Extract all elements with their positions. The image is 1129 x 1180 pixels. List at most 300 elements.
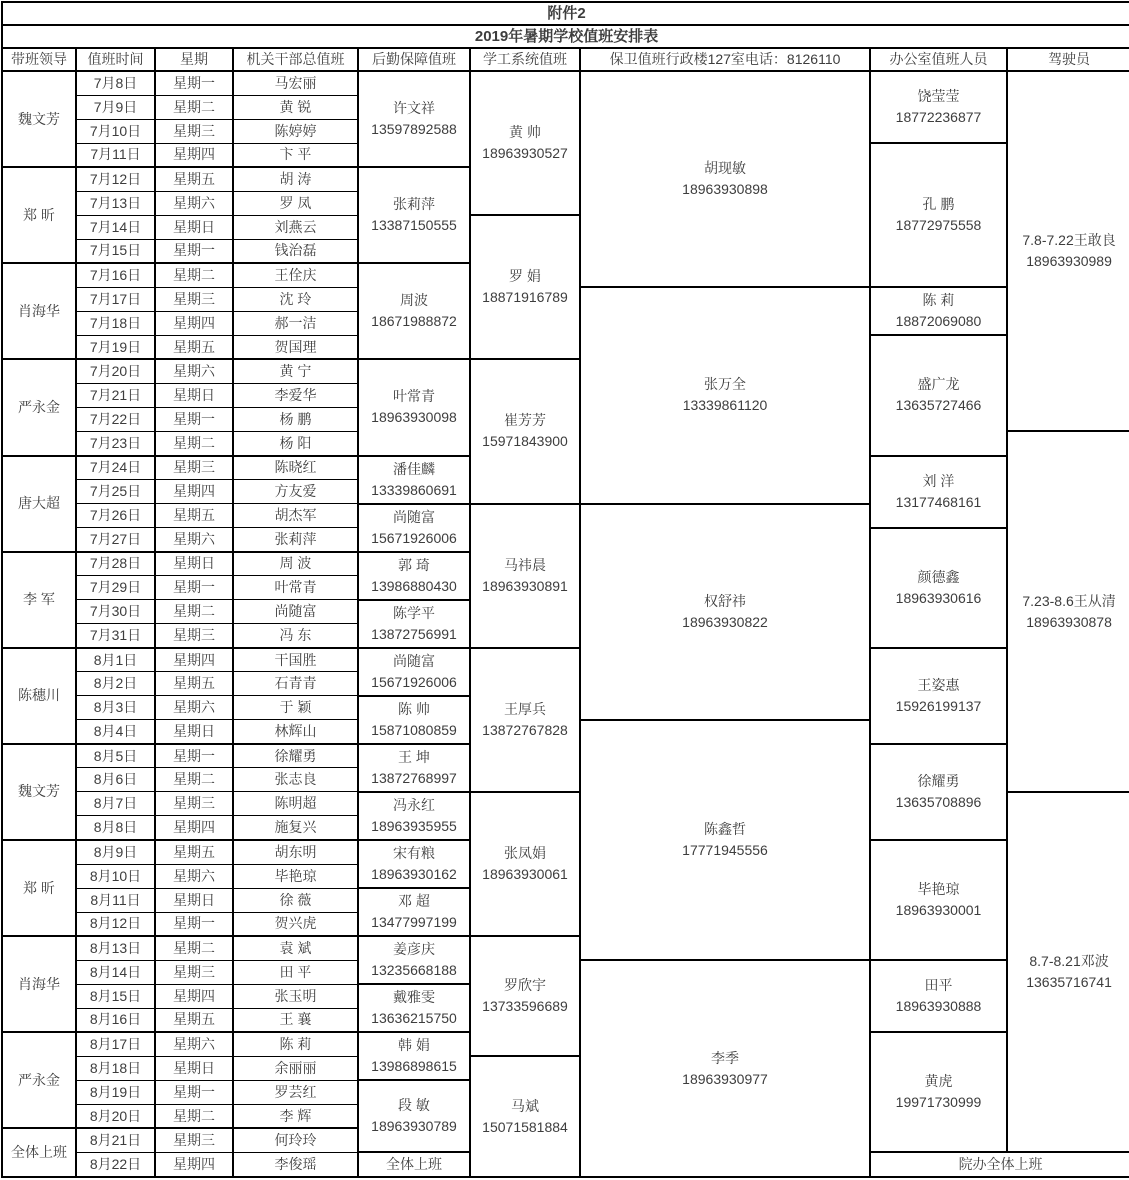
column-header-5: 后勤保障值班 — [358, 48, 470, 71]
date-cell: 8月15日 — [76, 984, 155, 1008]
date-cell: 7月31日 — [76, 624, 155, 648]
student-duty-cell-phone: 18963930061 — [482, 866, 568, 883]
student-duty-cell — [470, 1056, 580, 1177]
student-duty-cell-phone: 18963930891 — [482, 577, 568, 594]
date-cell: 8月19日 — [76, 1080, 155, 1104]
cadre-cell: 贺兴虎 — [233, 912, 358, 936]
cadre-cell: 冯 东 — [233, 624, 358, 648]
logistics-duty-cell-phone: 18963935955 — [371, 817, 457, 834]
cadre-cell: 李 辉 — [233, 1104, 358, 1128]
date-cell: 8月9日 — [76, 840, 155, 864]
leader-cell-name: 李 军 — [23, 591, 55, 608]
leader-cell — [2, 1128, 76, 1177]
student-duty-cell — [470, 359, 580, 503]
date-cell: 7月11日 — [76, 143, 155, 167]
cadre-cell: 马宏丽 — [233, 71, 358, 95]
office-duty-cell — [870, 456, 1007, 528]
cadre-cell: 田 平 — [233, 960, 358, 984]
date-cell: 7月16日 — [76, 263, 155, 287]
weekday-cell: 星期一 — [155, 239, 233, 263]
driver-cell-phone: 13635716741 — [1026, 974, 1112, 991]
logistics-duty-cell-name: 陈 帅 — [398, 700, 430, 717]
office-duty-cell-phone: 18963930001 — [895, 902, 982, 919]
driver-cell-name: 7.8-7.22王敢良 — [1022, 232, 1116, 249]
date-cell: 7月21日 — [76, 383, 155, 407]
office-duty-cell-phone: 13635708896 — [895, 793, 982, 810]
cadre-cell: 施复兴 — [233, 816, 358, 840]
office-duty-cell-name: 饶莹莹 — [917, 88, 960, 105]
logistics-duty-cell-name: 陈学平 — [393, 604, 435, 621]
weekday-cell: 星期二 — [155, 936, 233, 960]
student-duty-cell — [470, 648, 580, 792]
weekday-cell: 星期六 — [155, 1032, 233, 1056]
cadre-cell: 胡杰军 — [233, 504, 358, 528]
schedule-sheet — [0, 1, 1129, 1180]
weekday-cell: 星期日 — [155, 888, 233, 912]
cadre-cell: 袁 斌 — [233, 936, 358, 960]
logistics-duty-cell — [358, 792, 470, 840]
logistics-duty-cell — [358, 1152, 470, 1177]
date-cell: 7月15日 — [76, 239, 155, 263]
office-duty-cell-name: 田平 — [924, 977, 953, 994]
office-duty-cell — [870, 744, 1007, 840]
cadre-cell: 黄 宁 — [233, 359, 358, 383]
weekday-cell: 星期四 — [155, 984, 233, 1008]
date-cell: 7月20日 — [76, 359, 155, 383]
weekday-cell: 星期四 — [155, 1152, 233, 1177]
date-cell: 8月4日 — [76, 720, 155, 744]
cadre-cell: 陈 莉 — [233, 1032, 358, 1056]
logistics-duty-cell-phone: 13872768997 — [371, 769, 457, 786]
student-duty-cell-phone: 13872767828 — [482, 721, 568, 738]
weekday-cell: 星期二 — [155, 263, 233, 287]
office-duty-cell-phone: 15926199137 — [895, 697, 982, 714]
cadre-cell: 方友爱 — [233, 480, 358, 504]
date-cell: 7月23日 — [76, 431, 155, 455]
office-duty-cell-phone: 18963930616 — [895, 589, 982, 606]
office-duty-cell-name: 刘 洋 — [922, 472, 955, 489]
office-duty-cell — [870, 648, 1007, 744]
driver-cell — [1007, 792, 1129, 1152]
logistics-duty-cell-phone: 13339860691 — [371, 481, 457, 498]
logistics-duty-cell-name: 尚随富 — [393, 508, 435, 525]
leader-cell-name: 唐大超 — [18, 495, 60, 512]
date-cell: 7月12日 — [76, 167, 155, 191]
leader-cell-name: 魏文芳 — [18, 783, 60, 800]
weekday-cell: 星期六 — [155, 696, 233, 720]
weekday-cell: 星期三 — [155, 624, 233, 648]
office-duty-cell — [870, 287, 1007, 335]
office-duty-cell-phone: 18872069080 — [895, 313, 982, 330]
leader-cell-name: 严永金 — [18, 1071, 60, 1088]
weekday-cell: 星期日 — [155, 383, 233, 407]
logistics-duty-cell — [358, 71, 470, 167]
weekday-cell: 星期一 — [155, 744, 233, 768]
weekday-cell: 星期二 — [155, 600, 233, 624]
weekday-cell: 星期一 — [155, 407, 233, 431]
student-duty-cell-name: 罗 娟 — [509, 268, 541, 285]
logistics-duty-cell — [358, 263, 470, 359]
leader-cell-name: 肖海华 — [18, 975, 60, 992]
weekday-cell: 星期五 — [155, 504, 233, 528]
date-cell: 7月22日 — [76, 407, 155, 431]
weekday-cell: 星期六 — [155, 359, 233, 383]
column-header-8: 办公室值班人员 — [870, 48, 1007, 71]
weekday-cell: 星期日 — [155, 552, 233, 576]
logistics-duty-cell-name: 叶常青 — [393, 388, 435, 405]
cadre-cell: 张莉萍 — [233, 528, 358, 552]
office-duty-cell-phone: 18772236877 — [895, 109, 982, 126]
security-duty-cell-phone: 18963930822 — [682, 613, 768, 630]
security-duty-cell-name: 陈鑫哲 — [704, 821, 746, 837]
driver-cell — [1007, 431, 1129, 791]
attachment-row — [2, 2, 1129, 25]
security-duty-cell — [580, 504, 870, 720]
logistics-duty-cell-phone: 13986880430 — [371, 577, 457, 594]
date-cell: 8月2日 — [76, 672, 155, 696]
cadre-cell: 余丽丽 — [233, 1056, 358, 1080]
office-duty-cell — [870, 1032, 1007, 1152]
date-cell: 8月13日 — [76, 936, 155, 960]
weekday-cell: 星期五 — [155, 167, 233, 191]
logistics-duty-cell-phone: 18671988872 — [371, 313, 457, 330]
cadre-cell: 徐耀勇 — [233, 744, 358, 768]
weekday-cell: 星期六 — [155, 864, 233, 888]
weekday-cell: 星期三 — [155, 960, 233, 984]
logistics-duty-cell-name: 姜彦庆 — [393, 941, 435, 958]
security-duty-cell-name: 权舒祎 — [704, 592, 746, 609]
office-duty-cell-name: 颜德鑫 — [917, 568, 960, 585]
logistics-duty-cell-phone: 18963930789 — [371, 1118, 457, 1135]
office-duty-cell-name: 王姿惠 — [917, 676, 960, 693]
leader-cell-name: 陈穗川 — [18, 687, 60, 704]
cadre-cell: 陈明超 — [233, 792, 358, 816]
weekday-cell: 星期三 — [155, 456, 233, 480]
office-duty-cell — [870, 1152, 1129, 1177]
cadre-cell: 郝一洁 — [233, 311, 358, 335]
logistics-duty-cell — [358, 984, 470, 1032]
date-cell: 7月28日 — [76, 552, 155, 576]
office-duty-cell — [870, 960, 1007, 1032]
cadre-cell: 干国胜 — [233, 648, 358, 672]
date-cell: 7月29日 — [76, 576, 155, 600]
logistics-duty-cell-phone: 13597892588 — [371, 121, 457, 138]
weekday-cell: 星期三 — [155, 792, 233, 816]
cadre-cell: 刘燕云 — [233, 215, 358, 239]
cadre-cell: 周 波 — [233, 552, 358, 576]
security-duty-cell-phone: 18963930977 — [682, 1070, 768, 1087]
office-duty-cell-phone: 19971730999 — [895, 1094, 982, 1111]
cadre-cell: 毕艳琼 — [233, 864, 358, 888]
security-duty-cell — [580, 71, 870, 287]
leader-cell-name: 全体上班 — [11, 1144, 67, 1161]
cadre-cell: 徐 薇 — [233, 888, 358, 912]
cadre-cell: 叶常青 — [233, 576, 358, 600]
office-duty-cell-name: 孔 鹏 — [922, 196, 955, 213]
logistics-duty-cell-name: 段 敏 — [398, 1097, 430, 1114]
weekday-cell: 星期一 — [155, 912, 233, 936]
cadre-cell: 杨 鹏 — [233, 407, 358, 431]
date-cell: 7月19日 — [76, 335, 155, 359]
logistics-duty-cell — [358, 600, 470, 648]
office-duty-cell-phone: 13635727466 — [895, 397, 982, 414]
weekday-cell: 星期三 — [155, 1128, 233, 1152]
logistics-duty-cell-name: 周波 — [400, 292, 428, 309]
logistics-duty-cell — [358, 1080, 470, 1152]
office-duty-cell-name: 陈 莉 — [922, 292, 955, 309]
date-cell: 7月10日 — [76, 119, 155, 143]
security-duty-cell-name: 李季 — [711, 1049, 739, 1066]
weekday-cell: 星期一 — [155, 576, 233, 600]
logistics-duty-cell-phone: 13872756991 — [371, 625, 457, 642]
student-duty-cell-name: 马斌 — [511, 1097, 539, 1114]
logistics-duty-cell-phone: 13387150555 — [371, 217, 457, 234]
logistics-duty-cell-name: 潘佳麟 — [393, 460, 435, 477]
student-duty-cell-name: 张凤娟 — [504, 845, 546, 862]
logistics-duty-cell-phone: 13477997199 — [371, 914, 457, 931]
logistics-duty-cell — [358, 167, 470, 263]
office-duty-cell — [870, 71, 1007, 143]
cadre-cell: 李俊瑶 — [233, 1152, 358, 1177]
logistics-duty-cell — [358, 504, 470, 552]
cadre-cell: 沈 玲 — [233, 287, 358, 311]
office-duty-cell-phone: 18963930888 — [895, 998, 982, 1015]
office-duty-cell-phone: 13177468161 — [895, 493, 982, 510]
leader-cell — [2, 359, 76, 455]
logistics-duty-cell-phone: 18963930098 — [371, 409, 457, 426]
logistics-duty-cell — [358, 359, 470, 455]
student-duty-cell-name: 马祎晨 — [504, 556, 546, 573]
security-duty-cell-phone: 18963930898 — [682, 181, 768, 198]
security-duty-cell — [580, 287, 870, 503]
weekday-cell: 星期三 — [155, 287, 233, 311]
security-duty-cell-phone: 13339861120 — [682, 397, 768, 414]
logistics-duty-cell — [358, 840, 470, 888]
date-cell: 7月30日 — [76, 600, 155, 624]
leader-cell-name: 郑 昕 — [23, 879, 55, 896]
student-duty-cell-name: 黄 帅 — [509, 124, 541, 141]
logistics-duty-cell-name: 张莉萍 — [393, 196, 435, 213]
weekday-cell: 星期一 — [155, 1080, 233, 1104]
security-duty-cell-name: 张万全 — [704, 376, 746, 393]
date-cell: 7月18日 — [76, 311, 155, 335]
leader-cell-name: 肖海华 — [18, 302, 60, 319]
date-cell: 7月13日 — [76, 191, 155, 215]
office-duty-cell — [870, 840, 1007, 960]
student-duty-cell — [470, 504, 580, 648]
security-duty-cell — [580, 720, 870, 960]
office-duty-cell — [870, 335, 1007, 455]
office-duty-cell-phone: 18772975558 — [895, 217, 982, 234]
office-duty-cell-name: 黄虎 — [924, 1073, 953, 1090]
weekday-cell: 星期二 — [155, 95, 233, 119]
leader-cell — [2, 552, 76, 648]
cadre-cell: 陈婷婷 — [233, 119, 358, 143]
logistics-duty-cell — [358, 936, 470, 984]
date-cell: 8月14日 — [76, 960, 155, 984]
date-cell: 8月16日 — [76, 1008, 155, 1032]
page-title: 2019年暑期学校值班安排表 — [2, 25, 1129, 48]
date-cell: 8月5日 — [76, 744, 155, 768]
leader-cell — [2, 456, 76, 552]
leader-cell-name: 严永金 — [18, 398, 60, 415]
logistics-duty-cell-phone: 15671926006 — [371, 673, 457, 690]
logistics-duty-cell-name: 冯永红 — [393, 796, 435, 813]
leader-cell — [2, 840, 76, 936]
security-duty-cell-name: 胡现敏 — [704, 160, 746, 177]
cadre-cell: 陈晓红 — [233, 456, 358, 480]
date-cell: 8月17日 — [76, 1032, 155, 1056]
cadre-cell: 尚随富 — [233, 600, 358, 624]
cadre-cell: 张志良 — [233, 768, 358, 792]
date-cell: 7月9日 — [76, 95, 155, 119]
weekday-cell: 星期五 — [155, 840, 233, 864]
date-cell: 8月22日 — [76, 1152, 155, 1177]
cadre-cell: 于 颖 — [233, 696, 358, 720]
title-row — [2, 25, 1129, 48]
attachment-label: 附件2 — [2, 2, 1129, 25]
weekday-cell: 星期四 — [155, 480, 233, 504]
weekday-cell: 星期五 — [155, 335, 233, 359]
weekday-cell: 星期四 — [155, 143, 233, 167]
logistics-duty-cell-phone: 18963930162 — [371, 866, 457, 883]
cadre-cell: 王 襄 — [233, 1008, 358, 1032]
weekday-cell: 星期日 — [155, 215, 233, 239]
driver-cell-name: 7.23-8.6王从清 — [1022, 592, 1116, 609]
cadre-cell: 何玲玲 — [233, 1128, 358, 1152]
leader-cell — [2, 71, 76, 167]
schedule-row — [2, 71, 1129, 95]
leader-cell — [2, 263, 76, 359]
date-cell: 8月7日 — [76, 792, 155, 816]
student-duty-cell — [470, 215, 580, 359]
cadre-cell: 胡东明 — [233, 840, 358, 864]
weekday-cell: 星期六 — [155, 528, 233, 552]
leader-cell — [2, 1032, 76, 1128]
logistics-duty-cell-name: 全体上班 — [386, 1156, 442, 1173]
logistics-duty-cell — [358, 696, 470, 744]
schedule-row — [2, 648, 1129, 672]
leader-cell — [2, 648, 76, 744]
weekday-cell: 星期二 — [155, 1104, 233, 1128]
office-duty-cell-name: 毕艳琼 — [917, 881, 960, 898]
weekday-cell: 星期日 — [155, 720, 233, 744]
date-cell: 7月17日 — [76, 287, 155, 311]
date-cell: 8月20日 — [76, 1104, 155, 1128]
cadre-cell: 林辉山 — [233, 720, 358, 744]
logistics-duty-cell-phone: 13636215750 — [371, 1010, 457, 1027]
office-duty-cell — [870, 528, 1007, 648]
office-duty-cell-name: 盛广龙 — [917, 376, 960, 393]
weekday-cell: 星期二 — [155, 431, 233, 455]
weekday-cell: 星期四 — [155, 816, 233, 840]
driver-cell-name: 8.7-8.21邓波 — [1029, 953, 1109, 970]
column-header-6: 学工系统值班 — [470, 48, 580, 71]
date-cell: 7月27日 — [76, 528, 155, 552]
office-duty-cell-name: 徐耀勇 — [917, 772, 960, 789]
date-cell: 7月14日 — [76, 215, 155, 239]
weekday-cell: 星期六 — [155, 191, 233, 215]
student-duty-cell-phone: 13733596689 — [482, 998, 568, 1015]
student-duty-cell-name: 罗欣宇 — [504, 977, 546, 994]
logistics-duty-cell — [358, 552, 470, 600]
logistics-duty-cell — [358, 1032, 470, 1080]
leader-cell-name: 郑 昕 — [23, 206, 55, 223]
logistics-duty-cell-name: 戴雅雯 — [393, 989, 435, 1006]
office-duty-cell-name: 院办全体上班 — [958, 1156, 1043, 1173]
weekday-cell: 星期四 — [155, 648, 233, 672]
duty-schedule-table — [1, 1, 1129, 1178]
weekday-cell: 星期五 — [155, 1008, 233, 1032]
driver-cell-phone: 18963930878 — [1026, 613, 1112, 630]
date-cell: 7月8日 — [76, 71, 155, 95]
date-cell: 8月3日 — [76, 696, 155, 720]
weekday-cell: 星期四 — [155, 311, 233, 335]
date-cell: 8月11日 — [76, 888, 155, 912]
column-header-9: 驾驶员 — [1007, 48, 1129, 71]
driver-cell-phone: 18963930989 — [1026, 253, 1112, 270]
column-header-7: 保卫值班行政楼127室电话：8126110 — [580, 48, 870, 71]
cadre-cell: 罗 凤 — [233, 191, 358, 215]
logistics-duty-cell-name: 许文祥 — [393, 100, 435, 117]
column-header-2: 值班时间 — [76, 48, 155, 71]
logistics-duty-cell-name: 邓 超 — [398, 893, 430, 910]
column-header-1: 带班领导 — [2, 48, 76, 71]
date-cell: 8月18日 — [76, 1056, 155, 1080]
date-cell: 7月24日 — [76, 456, 155, 480]
weekday-cell: 星期二 — [155, 768, 233, 792]
security-duty-cell-phone: 17771945556 — [682, 842, 768, 858]
logistics-duty-cell-phone: 13235668188 — [371, 962, 457, 979]
date-cell: 8月1日 — [76, 648, 155, 672]
cadre-cell: 石青青 — [233, 672, 358, 696]
date-cell: 7月25日 — [76, 480, 155, 504]
cadre-cell: 卞 平 — [233, 143, 358, 167]
date-cell: 8月10日 — [76, 864, 155, 888]
logistics-duty-cell — [358, 888, 470, 936]
logistics-duty-cell — [358, 744, 470, 792]
student-duty-cell — [470, 936, 580, 1056]
date-cell: 8月21日 — [76, 1128, 155, 1152]
column-header-4: 机关干部总值班 — [233, 48, 358, 71]
leader-cell — [2, 167, 76, 263]
student-duty-cell-phone: 18871916789 — [482, 289, 568, 306]
date-cell: 8月6日 — [76, 768, 155, 792]
leader-cell-name: 魏文芳 — [18, 110, 60, 127]
student-duty-cell — [470, 792, 580, 936]
logistics-duty-cell-name: 宋有粮 — [393, 845, 435, 862]
date-cell: 7月26日 — [76, 504, 155, 528]
student-duty-cell — [470, 71, 580, 215]
leader-cell — [2, 744, 76, 840]
cadre-cell: 胡 涛 — [233, 167, 358, 191]
student-duty-cell-name: 王厚兵 — [504, 700, 546, 717]
logistics-duty-cell — [358, 456, 470, 504]
leader-cell — [2, 936, 76, 1032]
student-duty-cell-name: 崔芳芳 — [504, 412, 546, 429]
student-duty-cell-phone: 15971843900 — [482, 433, 568, 450]
weekday-cell: 星期三 — [155, 119, 233, 143]
cadre-cell: 张玉明 — [233, 984, 358, 1008]
column-header-3: 星期 — [155, 48, 233, 71]
cadre-cell: 杨 阳 — [233, 431, 358, 455]
logistics-duty-cell — [358, 648, 470, 696]
cadre-cell: 黄 锐 — [233, 95, 358, 119]
weekday-cell: 星期一 — [155, 71, 233, 95]
cadre-cell: 李爱华 — [233, 383, 358, 407]
weekday-cell: 星期日 — [155, 1056, 233, 1080]
student-duty-cell-phone: 18963930527 — [482, 145, 568, 162]
